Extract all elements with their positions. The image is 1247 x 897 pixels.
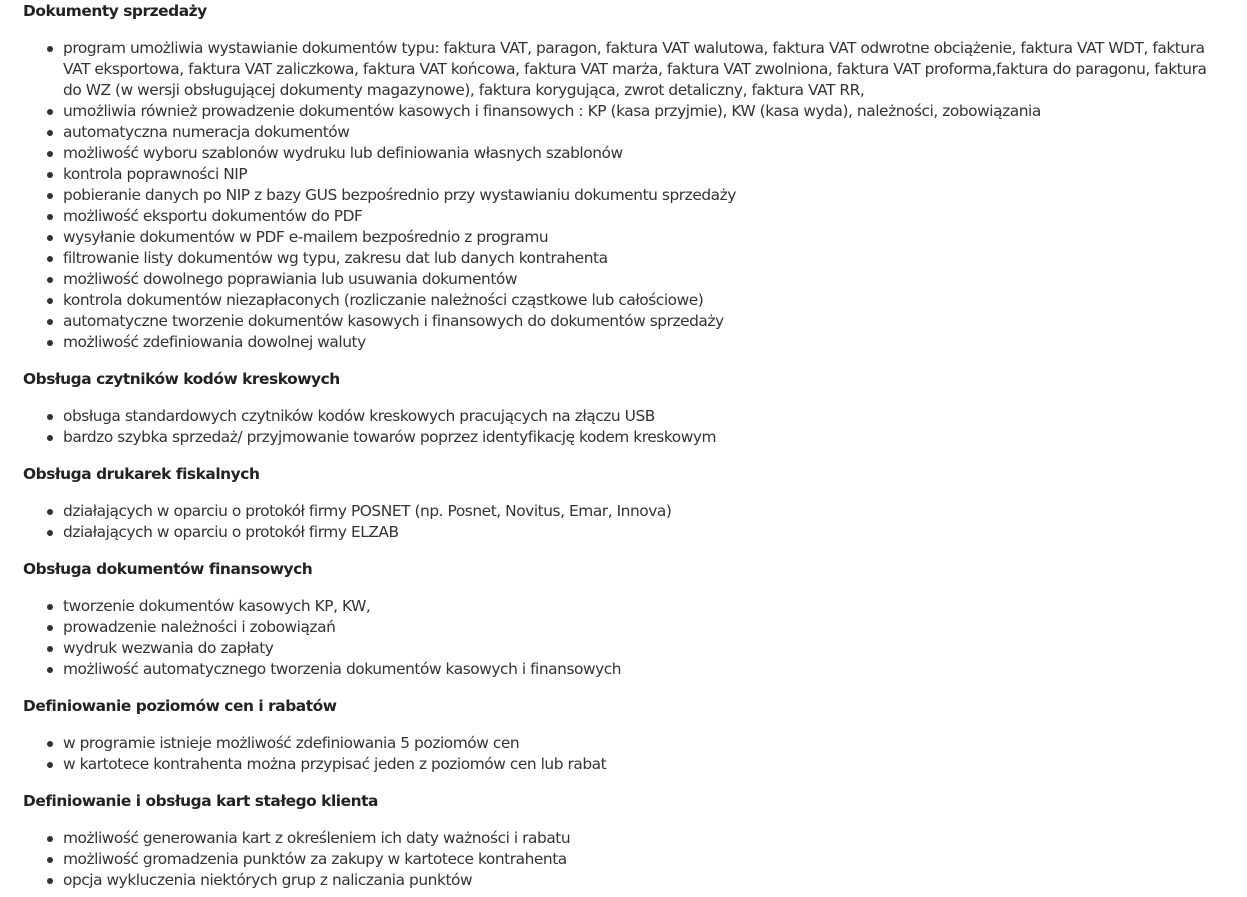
list-item (63, 828, 1213, 849)
bullet-dot (47, 414, 53, 420)
list-item-text: pobieranie danych po NIP z bazy GUS bezpośrednio przy wystawianiu dokumentu sprzedaży (63, 186, 736, 204)
barcode-readers-list (23, 406, 1213, 448)
list-item (63, 596, 1213, 617)
list-item (63, 754, 1213, 775)
bullet-dot (47, 340, 53, 346)
section-title-barcode-readers: Obsługa czytników kodów kreskowych (23, 370, 340, 388)
sales-documents-list (23, 38, 1213, 353)
bullet-dot (47, 235, 53, 241)
bullet-dot (47, 214, 53, 220)
bullet-dot (47, 741, 53, 747)
list-item (63, 501, 1213, 522)
financial-documents-list (23, 596, 1213, 680)
bullet-dot (47, 172, 53, 178)
list-item-text: wydruk wezwania do zapłaty (63, 639, 274, 657)
fiscal-printers-list (23, 501, 1213, 543)
list-item-text: w programie istnieje możliwość zdefiniowania 5 poziomów cen (63, 734, 520, 752)
list-item (63, 311, 1213, 332)
bullet-dot (47, 277, 53, 283)
list-item (63, 122, 1213, 143)
section-title-financial-documents: Obsługa dokumentów finansowych (23, 560, 313, 578)
bullet-dot (47, 509, 53, 515)
list-item (63, 659, 1213, 680)
bullet-dot (47, 151, 53, 157)
bullet-dot (47, 193, 53, 199)
list-item (63, 185, 1213, 206)
section-title-loyalty-cards: Definiowanie i obsługa kart stałego klienta (23, 792, 378, 810)
section-title-price-levels: Definiowanie poziomów cen i rabatów (23, 697, 337, 715)
list-item (63, 143, 1213, 164)
list-item-text: obsługa standardowych czytników kodów kreskowych pracujących na złączu USB (63, 407, 655, 425)
list-item-text: w kartotece kontrahenta można przypisać jeden z poziomów cen lub rabat (63, 755, 607, 773)
list-item-text: umożliwia również prowadzenie dokumentów kasowych i finansowych : KP (kasa przyjmie), KW (kasa wyda), należności, zobowiązania (63, 102, 1041, 120)
list-item (63, 522, 1213, 543)
section-title-sales-documents: Dokumenty sprzedaży (23, 2, 207, 20)
bullet-dot (47, 878, 53, 884)
bullet-dot (47, 46, 53, 52)
bullet-dot (47, 667, 53, 673)
list-item (63, 269, 1213, 290)
list-item-text: wysyłanie dokumentów w PDF e-mailem bezpośrednio z programu (63, 228, 549, 246)
list-item (63, 849, 1213, 870)
list-item-text: automatyczna numeracja dokumentów (63, 123, 350, 141)
list-item (63, 248, 1213, 269)
list-item (63, 617, 1213, 638)
list-item-text: możliwość zdefiniowania dowolnej waluty (63, 333, 366, 351)
list-item-text: automatyczne tworzenie dokumentów kasowych i finansowych do dokumentów sprzedaży (63, 312, 724, 330)
list-item (63, 733, 1213, 754)
list-item (63, 638, 1213, 659)
list-item-text: bardzo szybka sprzedaż/ przyjmowanie towarów poprzez identyfikację kodem kreskowym (63, 428, 717, 446)
bullet-dot (47, 435, 53, 441)
bullet-dot (47, 109, 53, 115)
list-item-text: możliwość wyboru szablonów wydruku lub definiowania własnych szablonów (63, 144, 623, 162)
list-item-text: działających w oparciu o protokół firmy POSNET (np. Posnet, Novitus, Emar, Innova) (63, 502, 672, 520)
list-item (63, 206, 1213, 227)
list-item-text: prowadzenie należności i zobowiązań (63, 618, 336, 636)
list-item (63, 332, 1213, 353)
list-item (63, 101, 1213, 122)
list-item-text: kontrola dokumentów niezapłaconych (rozliczanie należności cząstkowe lub całościowe) (63, 291, 704, 309)
list-item (63, 164, 1213, 185)
list-item (63, 290, 1213, 311)
list-item-text: kontrola poprawności NIP (63, 165, 248, 183)
bullet-dot (47, 130, 53, 136)
bullet-dot (47, 530, 53, 536)
bullet-dot (47, 319, 53, 325)
list-item-text: możliwość generowania kart z określeniem ich daty ważności i rabatu (63, 829, 571, 847)
bullet-dot (47, 857, 53, 863)
list-item-text: program umożliwia wystawianie dokumentów typu: faktura VAT, paragon, faktura VAT walutowa, faktura VAT odwrotne obciążenie, faktura VAT WDT, faktura VAT eksportowa, faktura VAT zaliczkowa, faktura VAT końcowa, faktura VAT marża, faktura VAT zwolniona, faktura VAT proforma,faktura do paragonu, faktura do WZ (w wersji obsługującej dokumenty magazynowe), faktura korygująca, zwrot detaliczny, faktura VAT RR, (63, 39, 1207, 99)
list-item-text: możliwość eksportu dokumentów do PDF (63, 207, 363, 225)
list-item-text: możliwość gromadzenia punktów za zakupy w kartotece kontrahenta (63, 850, 567, 868)
list-item-text: filtrowanie listy dokumentów wg typu, zakresu dat lub danych kontrahenta (63, 249, 608, 267)
bullet-dot (47, 256, 53, 262)
list-item (63, 870, 1213, 891)
list-item (63, 227, 1213, 248)
bullet-dot (47, 646, 53, 652)
list-item-text: działających w oparciu o protokół firmy ELZAB (63, 523, 399, 541)
list-item-text: możliwość automatycznego tworzenia dokumentów kasowych i finansowych (63, 660, 622, 678)
list-item-text: możliwość dowolnego poprawiania lub usuwania dokumentów (63, 270, 518, 288)
list-item-text: opcja wykluczenia niektórych grup z naliczania punktów (63, 871, 473, 889)
section-title-fiscal-printers: Obsługa drukarek fiskalnych (23, 465, 260, 483)
bullet-dot (47, 836, 53, 842)
bullet-dot (47, 762, 53, 768)
list-item (63, 427, 1213, 448)
loyalty-cards-list (23, 828, 1213, 891)
bullet-dot (47, 625, 53, 631)
bullet-dot (47, 604, 53, 610)
price-levels-list (23, 733, 1213, 775)
bullet-dot (47, 298, 53, 304)
list-item-text: tworzenie dokumentów kasowych KP, KW, (63, 597, 371, 615)
list-item (63, 38, 1213, 101)
list-item (63, 406, 1213, 427)
